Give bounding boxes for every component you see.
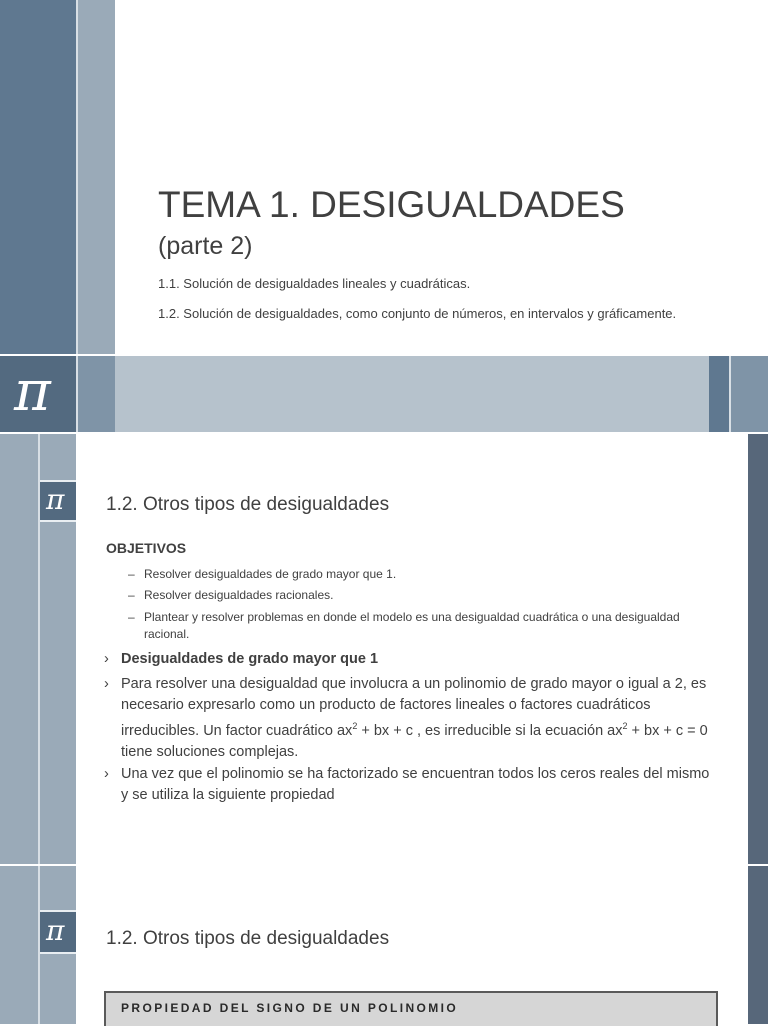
slide3-left-band	[0, 866, 38, 1024]
dash-marker: –	[128, 567, 135, 581]
bullet-degree	[104, 649, 714, 670]
superscript: 2	[352, 721, 358, 731]
slide-subtitle: (parte 2)	[158, 232, 253, 260]
objectives-title: OBJETIVOS	[106, 540, 187, 556]
bullet-zeros	[104, 764, 714, 806]
bullet-text-part: Para resolver una desigualdad que involucra a un polinomio de grado mayor o igual a 2, es necesario expresarlo como un producto de factores lineales o factores cuadráticos irreducibles. Un factor cuadrático ax	[121, 676, 707, 739]
slide2-pi-tile	[40, 480, 76, 522]
slide2-left-band	[0, 434, 38, 864]
section-heading: 1.2. Otros tipos de desigualdades	[106, 494, 390, 515]
slide-title: TEMA 1. DESIGUALDADES	[158, 184, 625, 225]
bullet-text-part: + bx + c = 0 tiene soluciones complejas.	[121, 722, 708, 760]
band-pale-bar	[115, 356, 709, 432]
objective-item	[128, 609, 688, 643]
band-right-accent	[709, 356, 729, 432]
objective-item	[128, 587, 688, 604]
pi-logo-icon: π	[14, 359, 51, 424]
pi-icon: π	[46, 483, 65, 516]
bullet-text-part: + bx + c , es irreducible si la ecuación ax	[357, 722, 623, 739]
bullet-text: Desigualdades de grado mayor que 1	[121, 651, 379, 667]
objective-text: Resolver desigualdades racionales.	[144, 588, 334, 602]
bullet-marker: ›	[104, 766, 109, 782]
slide2-right-bar	[748, 434, 768, 864]
objective-text: Plantear y resolver problemas en donde el modelo es una desigualdad cuadrática o una desigualdad racional.	[144, 610, 680, 641]
topic-2: 1.2. Solución de desigualdades, como conjunto de números, en intervalos y gráficamente.	[158, 306, 677, 321]
slide-separator	[0, 864, 768, 866]
band-right-block	[731, 356, 768, 432]
objective-item	[128, 566, 688, 583]
property-box-title-text: PROPIEDAD DEL SIGNO DE UN POLINOMIO	[121, 1001, 459, 1015]
slide1-left-band-dark	[0, 0, 76, 354]
band-mid-block	[78, 356, 115, 432]
bullet-text: Una vez que el polinomio se ha factorizado se encuentran todos los ceros reales del mismo y se utiliza la siguiente propiedad	[121, 766, 710, 803]
bullet-marker: ›	[104, 651, 109, 667]
pi-icon: π	[46, 914, 65, 947]
property-box	[104, 991, 718, 1026]
objective-text: Resolver desigualdades de grado mayor que 1.	[144, 567, 397, 581]
dash-marker: –	[128, 588, 135, 602]
slide-separator	[0, 432, 768, 434]
slide3-right-bar	[748, 866, 768, 1024]
topic-1: 1.1. Solución de desigualdades lineales y cuadráticas.	[158, 276, 471, 291]
pi-logo-tile	[0, 356, 76, 432]
property-box-title	[121, 1001, 458, 1015]
bullet-marker: ›	[104, 676, 109, 692]
bullet-factor	[104, 674, 714, 763]
slide1-left-band-light	[78, 0, 115, 354]
dash-marker: –	[128, 610, 135, 624]
bullet-text	[121, 674, 714, 763]
section-heading: 1.2. Otros tipos de desigualdades	[106, 928, 390, 949]
superscript: 2	[622, 721, 628, 731]
slide3-pi-tile	[40, 910, 76, 954]
